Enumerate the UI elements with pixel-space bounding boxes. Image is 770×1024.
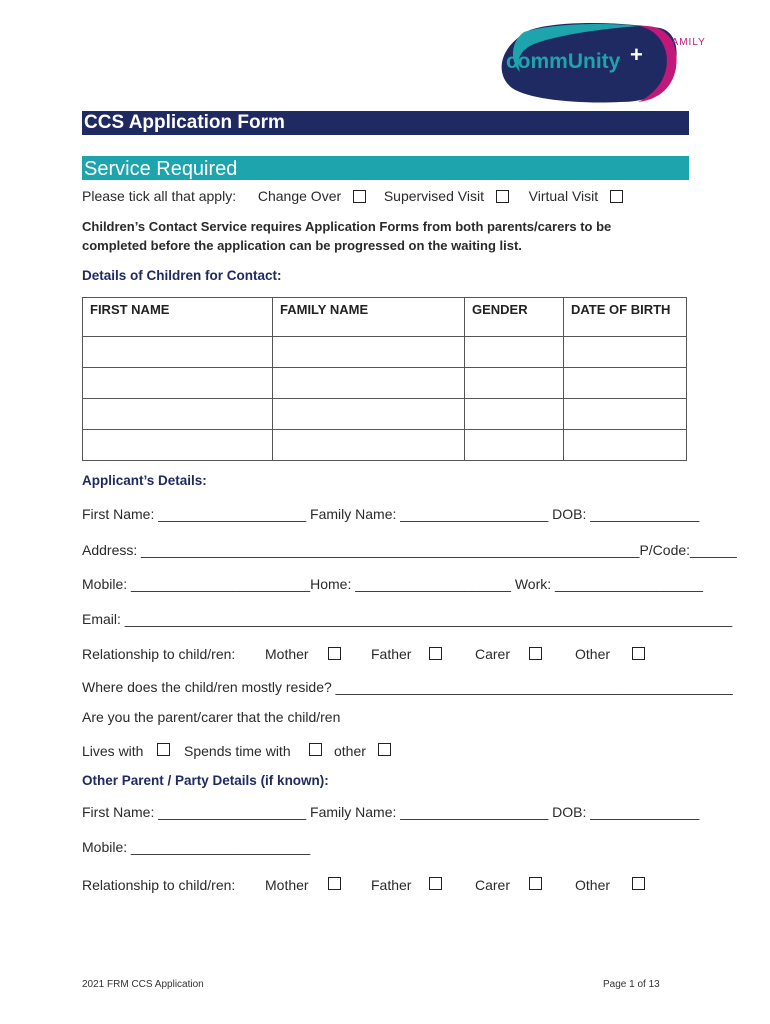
option-virtual-visit-label: Virtual Visit — [528, 188, 599, 204]
spends-time-with-checkbox[interactable] — [309, 743, 322, 756]
first-name-cell[interactable] — [83, 430, 273, 461]
footer-document-id: 2021 FRM CCS Application — [82, 979, 204, 990]
gender-cell[interactable] — [465, 337, 564, 368]
lives-with-checkbox[interactable] — [157, 743, 170, 756]
table-header-row — [83, 298, 687, 337]
parent-question: Are you the parent/carer that the child/ren — [82, 709, 341, 725]
other-parent-father-checkbox[interactable] — [429, 877, 442, 890]
first-name-cell[interactable] — [83, 337, 273, 368]
applicant-mother-checkbox[interactable] — [328, 647, 341, 660]
dob-cell[interactable] — [564, 368, 687, 399]
community-family-logo — [490, 20, 720, 104]
applicant-phone-line[interactable]: Mobile: _______________________Home: ____________________ Work: ___________________ — [82, 576, 703, 592]
family-name-cell[interactable] — [273, 368, 465, 399]
notice-line-2: completed before the application can be progressed on the waiting list. — [82, 238, 522, 253]
notice-line-1: Children’s Contact Service requires Application Forms from both parents/carers to be — [82, 219, 612, 234]
option-supervised-visit-label: Supervised Visit — [383, 188, 484, 204]
option-change-over-label: Change Over — [257, 188, 342, 204]
service-prompt: Please tick all that apply: — [82, 188, 237, 204]
gender-cell[interactable] — [465, 430, 564, 461]
rel-father-label: Father — [371, 646, 412, 662]
column-family-name: FAMILY NAME — [273, 298, 465, 337]
table-row — [83, 399, 687, 430]
dob-cell[interactable] — [564, 337, 687, 368]
table-row — [83, 337, 687, 368]
other-parent-mobile-line[interactable]: Mobile: _______________________ — [82, 839, 311, 855]
logo-text: commUnity — [506, 50, 621, 73]
rel-other-label: Other — [575, 646, 611, 662]
applicant-email-line[interactable]: Email: ______________________________________________________________________________ — [82, 611, 733, 627]
footer-page-number: Page 1 of 13 — [603, 979, 660, 990]
op-carer-label: Carer — [475, 877, 511, 893]
applicant-heading: Applicant’s Details: — [82, 473, 207, 488]
supervised-visit-checkbox[interactable] — [496, 190, 509, 203]
other-parent-mother-checkbox[interactable] — [328, 877, 341, 890]
other-parent-name-line[interactable]: First Name: ___________________ Family Name: ___________________ DOB: ______________ — [82, 804, 700, 820]
first-name-cell[interactable] — [83, 368, 273, 399]
children-heading: Details of Children for Contact: — [82, 268, 282, 283]
applicant-name-line[interactable]: First Name: ___________________ Family Name: ___________________ DOB: ______________ — [82, 506, 700, 522]
service-required-heading: Service Required — [82, 156, 689, 180]
applicant-other-checkbox[interactable] — [632, 647, 645, 660]
logo-plus: + — [630, 42, 643, 67]
gender-cell[interactable] — [465, 368, 564, 399]
reside-line[interactable]: Where does the child/ren mostly reside? ___________________________________________________ — [82, 679, 733, 695]
virtual-visit-checkbox[interactable] — [610, 190, 623, 203]
op-other-label: Other — [575, 877, 611, 893]
column-gender: GENDER — [465, 298, 564, 337]
op-father-label: Father — [371, 877, 412, 893]
children-table — [82, 297, 687, 461]
dob-cell[interactable] — [564, 430, 687, 461]
family-name-cell[interactable] — [273, 430, 465, 461]
other-parent-other-checkbox[interactable] — [632, 877, 645, 890]
form-title: CCS Application Form — [82, 111, 689, 135]
op-mother-label: Mother — [265, 877, 309, 893]
table-row — [83, 430, 687, 461]
column-first-name: FIRST NAME — [83, 298, 273, 337]
other-living-checkbox[interactable] — [378, 743, 391, 756]
spends-time-with-label: Spends time with — [184, 743, 291, 759]
table-row — [83, 368, 687, 399]
other-living-label: other — [334, 743, 366, 759]
family-name-cell[interactable] — [273, 399, 465, 430]
logo-family: FAMILY — [665, 37, 706, 48]
rel-mother-label: Mother — [265, 646, 309, 662]
service-options-row — [82, 187, 623, 205]
column-date-of-birth: DATE OF BIRTH — [564, 298, 687, 337]
rel-carer-label: Carer — [475, 646, 511, 662]
other-parent-carer-checkbox[interactable] — [529, 877, 542, 890]
applicant-carer-checkbox[interactable] — [529, 647, 542, 660]
other-parent-heading: Other Parent / Party Details (if known): — [82, 773, 329, 788]
gender-cell[interactable] — [465, 399, 564, 430]
first-name-cell[interactable] — [83, 399, 273, 430]
dob-cell[interactable] — [564, 399, 687, 430]
applicant-address-line[interactable]: Address: ________________________________________________________________P/Code:______ — [82, 542, 737, 558]
applicant-father-checkbox[interactable] — [429, 647, 442, 660]
lives-with-label: Lives with — [82, 743, 144, 759]
other-parent-relationship-label: Relationship to child/ren: — [82, 877, 236, 893]
applicant-relationship-label: Relationship to child/ren: — [82, 646, 236, 662]
change-over-checkbox[interactable] — [353, 190, 366, 203]
family-name-cell[interactable] — [273, 337, 465, 368]
